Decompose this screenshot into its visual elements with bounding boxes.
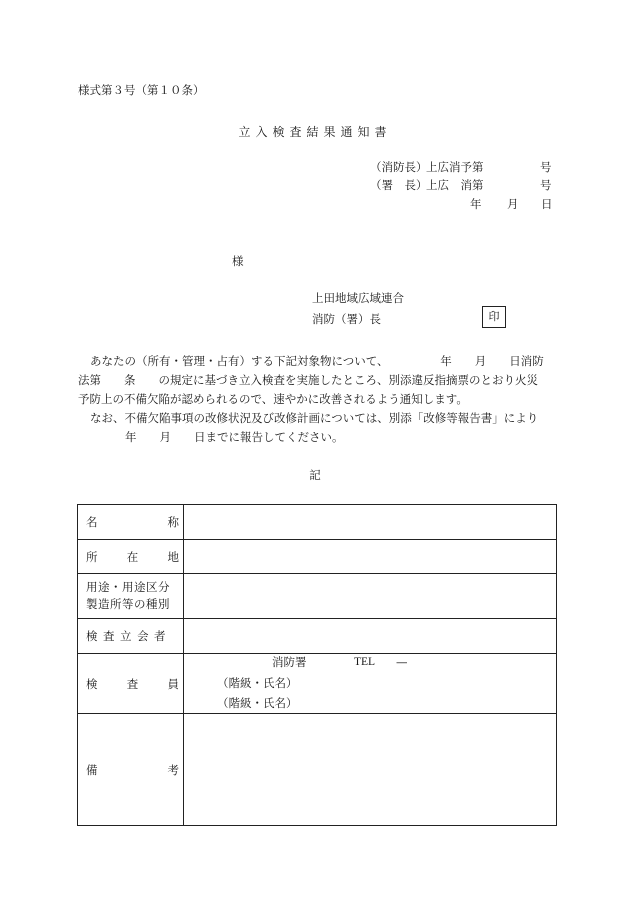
usage-label-line: 製造所等の種別 (86, 597, 170, 611)
location-value (184, 540, 557, 574)
table-row (78, 574, 557, 619)
rank-name-2: （階級・氏名） (217, 696, 298, 710)
table-row (78, 654, 557, 714)
body-line-5: 年 月 日までに報告してください。 (125, 430, 344, 444)
issuer-title: 消防（署）長 (312, 312, 381, 326)
usage-value (184, 574, 557, 619)
reference-prefix: 上広消予第 (426, 160, 484, 174)
label-char: 地 (167, 549, 179, 564)
body-line-4: なお、不備欠陥事項の改修状況及び改修計画については、別添「改修等報告書」により (90, 411, 539, 425)
body-line-1: あなたの（所有・管理・占有）する下記対象物について、 年 月 日消防 (90, 354, 544, 368)
tel-dash: — (396, 655, 408, 669)
issuer-organization: 上田地域広域連合 (312, 291, 404, 305)
label-cell (78, 574, 184, 619)
label-char: 員 (167, 676, 179, 691)
body-line-3: 予防上の不備欠陥が認められるので、速やかに改善されるよう通知します。 (78, 392, 468, 406)
remarks-value (184, 714, 557, 826)
remarks-label (86, 762, 179, 778)
inspection-table (77, 504, 557, 826)
label-cell (78, 619, 184, 654)
label-char: 所 (86, 549, 98, 564)
station-label: 消防署 (272, 655, 307, 669)
date-month: 月 (507, 197, 519, 211)
body-line-2: 法第 条 の規定に基づき立入検査を実施したところ、別添違反指摘票のとおり火災 (78, 373, 538, 387)
location-label (86, 549, 179, 565)
table-row (78, 540, 557, 574)
tel-label: TEL (354, 656, 376, 668)
usage-label-line: 用途・用途区分 (86, 580, 170, 594)
witness-value (184, 619, 557, 654)
label-cell (78, 540, 184, 574)
rank-name-1: （階級・氏名） (217, 676, 298, 690)
label-cell (78, 505, 184, 540)
label-char: 称 (167, 515, 179, 529)
reference-suffix: 号 (540, 160, 552, 174)
seal-box: 印 (482, 306, 506, 328)
label-char: 査 (126, 676, 139, 691)
label-char: 名 (86, 515, 98, 529)
label-cell (78, 654, 184, 714)
label-char: 在 (126, 549, 139, 564)
name-value (184, 505, 557, 540)
addressee-honorific: 様 (232, 254, 244, 268)
document-title: 立入検査結果通知書 (238, 125, 392, 139)
table-row (78, 714, 557, 826)
witness-label: 検査立会者 (86, 629, 171, 643)
label-char: 検 (86, 676, 98, 691)
reference-role: （署 長） (370, 178, 428, 192)
usage-label (86, 579, 179, 613)
label-char: 考 (167, 762, 179, 777)
reference-suffix: 号 (540, 178, 552, 192)
reference-role: （消防長） (370, 160, 428, 174)
label-cell (78, 714, 184, 826)
table-row (78, 619, 557, 654)
inspector-label (86, 676, 179, 692)
ki-heading: 記 (309, 468, 321, 482)
date-day: 日 (541, 197, 553, 211)
table-row (78, 505, 557, 540)
inspector-value (184, 654, 557, 714)
name-label (86, 514, 179, 530)
form-number: 様式第３号（第１０条） (78, 83, 205, 97)
date-year: 年 (470, 197, 482, 211)
label-char: 備 (86, 762, 98, 777)
reference-prefix: 上広 消第 (426, 178, 484, 192)
